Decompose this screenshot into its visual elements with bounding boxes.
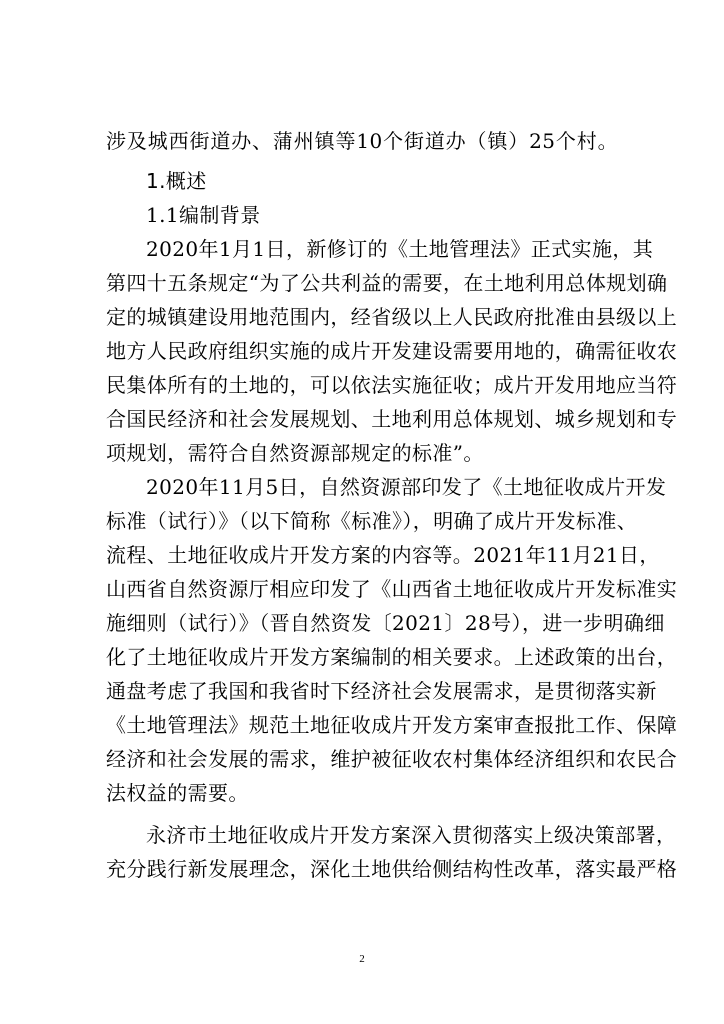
body-text-line: 标准（试行）》（以下简称《标准》），明确了成片开发标准、 bbox=[106, 509, 638, 533]
body-text-line: 化了土地征收成片开发方案编制的相关要求。上述政策的出台， bbox=[106, 645, 678, 669]
body-text-line: 经济和社会发展的需求，维护被征收农村集体经济组织和农民合 bbox=[106, 747, 678, 771]
body-text-line: 涉及城西街道办、蒲州镇等10个街道办（镇）25个村。 bbox=[106, 129, 618, 153]
body-text-line: 地方人民政府组织实施的成片开发建设需要用地的，确需征收农 bbox=[106, 339, 678, 363]
body-text-line: 施细则（试行）》（晋自然资发〔2021〕28号），进一步明确细 bbox=[106, 611, 665, 635]
body-text-line: 永济市土地征收成片开发方案深入贯彻落实上级决策部署， bbox=[146, 823, 677, 847]
body-text-line: 充分践行新发展理念，深化土地供给侧结构性改革，落实最严格 bbox=[106, 857, 678, 881]
body-text-line: 合国民经济和社会发展规划、土地利用总体规划、城乡规划和专 bbox=[106, 407, 678, 431]
body-text-line: 项规划，需符合自然资源部规定的标准”。 bbox=[106, 441, 484, 465]
body-text-line: 定的城镇建设用地范围内，经省级以上人民政府批准由县级以上 bbox=[106, 305, 678, 329]
body-text-line: 《土地管理法》规范土地征收成片开发方案审查报批工作、保障 bbox=[106, 713, 678, 737]
body-text-line: 通盘考虑了我国和我省时下经济社会发展需求，是贯彻落实新 bbox=[106, 679, 657, 703]
body-text-line: 第四十五条规定“为了公共利益的需要，在土地利用总体规划确 bbox=[106, 271, 668, 295]
body-text-line: 民集体所有的土地的，可以依法实施征收；成片开发用地应当符 bbox=[106, 373, 678, 397]
section-heading: 1.概述 bbox=[146, 169, 207, 193]
body-text-line: 流程、土地征收成片开发方案的内容等。2021年11月21日， bbox=[106, 543, 660, 567]
subsection-heading: 1.1编制背景 bbox=[146, 203, 261, 227]
body-text-line: 2020年1月1日，新修订的《土地管理法》正式实施，其 bbox=[146, 237, 654, 261]
body-text-line: 2020年11月5日，自然资源部印发了《土地征收成片开发 bbox=[146, 475, 667, 499]
page-number: 2 bbox=[359, 953, 365, 965]
body-text-line: 法权益的需要。 bbox=[106, 781, 249, 805]
body-text-line: 山西省自然资源厅相应印发了《山西省土地征收成片开发标准实 bbox=[106, 577, 678, 601]
